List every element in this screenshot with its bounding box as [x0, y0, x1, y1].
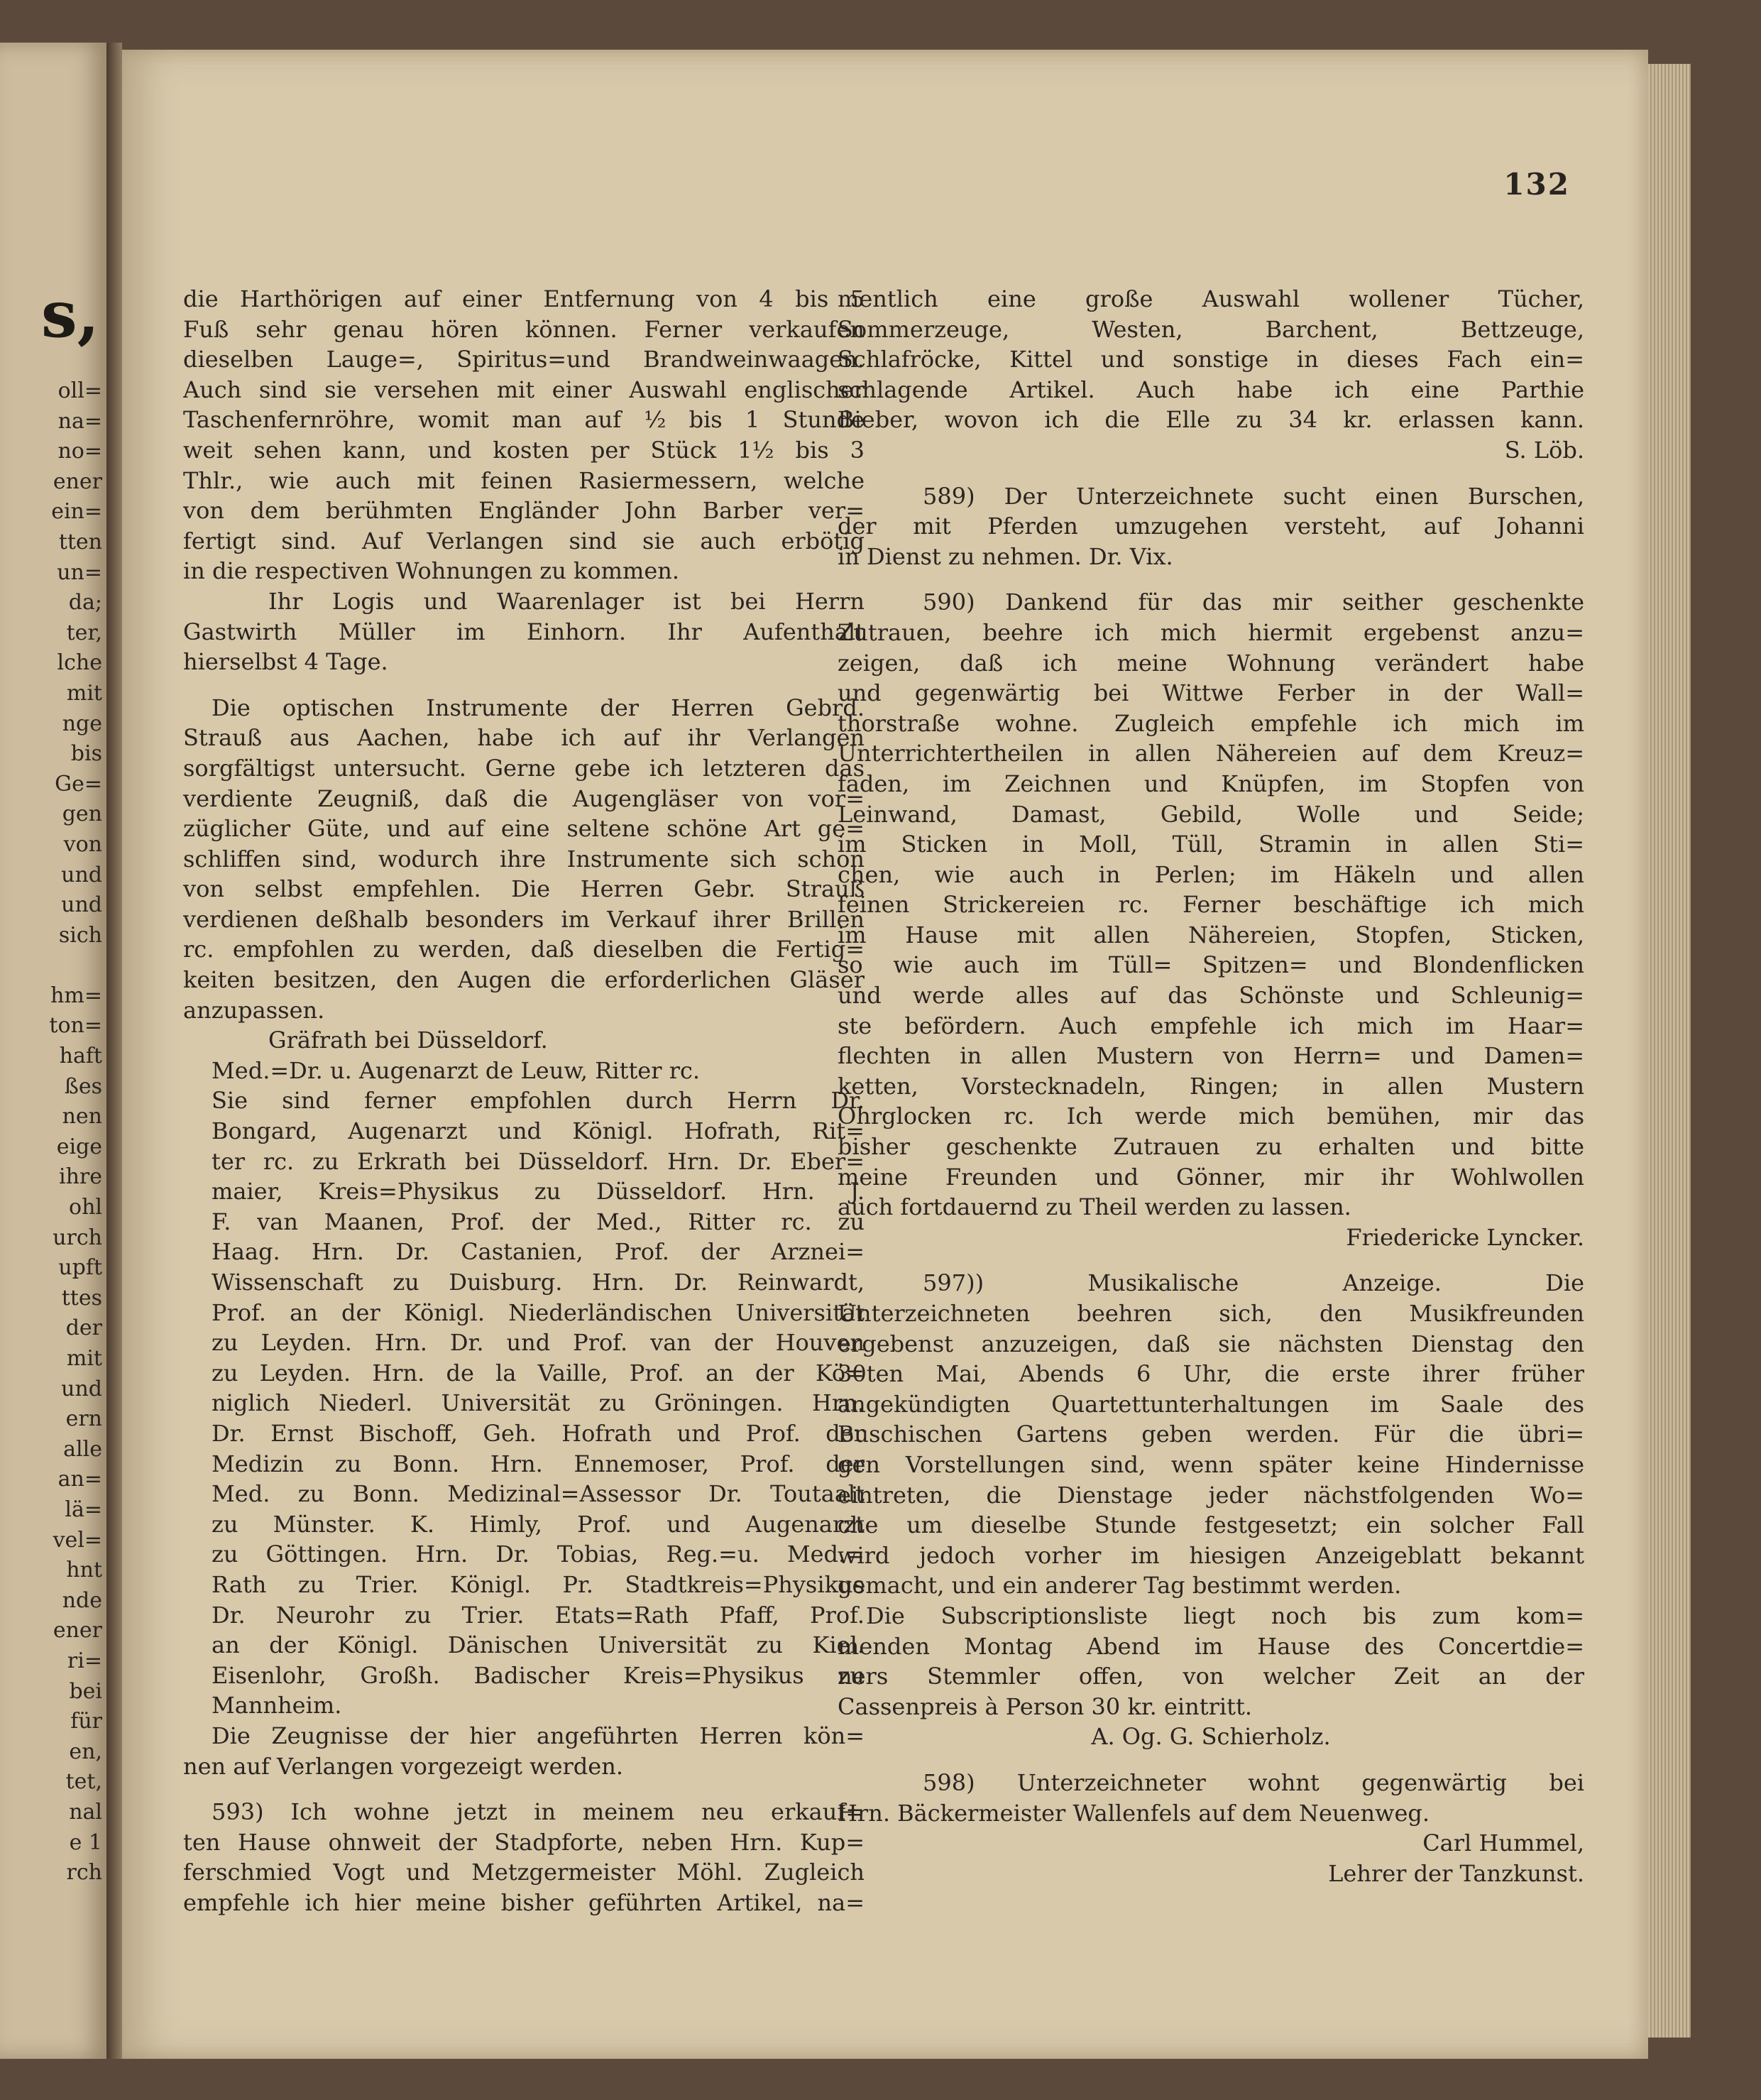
paragraph-gap — [838, 1752, 1584, 1768]
left-fragment-line: ener — [53, 1618, 102, 1644]
left-fragment-line: ri= — [67, 1648, 102, 1673]
left-fragment-line: von — [63, 831, 102, 857]
text-line: Prof. an der Königl. Niederländischen Universität — [212, 1298, 865, 1326]
text-line: zu Leyden. Hrn. de la Vaille, Prof. an der Kö= — [212, 1359, 865, 1387]
paragraph-gap — [183, 1781, 865, 1797]
left-fragment-line: ohl — [69, 1195, 102, 1220]
text-line: Die optischen Instrumente der Herren Gebrd. — [212, 694, 865, 721]
text-line: in die respectiven Wohnungen zu kommen. — [183, 557, 680, 585]
text-line: maier, Kreis=Physikus zu Düsseldorf. Hrn. J. — [212, 1178, 865, 1205]
left-fragment-line: und — [61, 1376, 102, 1401]
text-line: Sie sind ferner empfohlen durch Herrn Dr. — [212, 1087, 865, 1115]
left-fragment-line: en, — [69, 1739, 102, 1764]
left-fragment-line: urch — [53, 1225, 102, 1250]
left-fragment-line: nde — [62, 1587, 102, 1613]
text-line: an der Königl. Dänischen Universität zu Kiel. — [212, 1631, 865, 1659]
text-line: Dr. Neurohr zu Trier. Etats=Rath Pfaff, Prof. — [212, 1601, 865, 1629]
left-fragment-line: bis — [70, 741, 102, 767]
text-line: verdienen deßhalb besonders im Verkauf ihrer Brillen — [183, 905, 865, 933]
text-line: ergebenst anzuzeigen, daß sie nächsten Dienstag den — [838, 1330, 1584, 1357]
left-fragment-line: lä= — [65, 1497, 102, 1522]
text-line: 597)) Musikalische Anzeige. Die — [923, 1269, 1584, 1297]
text-line: Med. zu Bonn. Medizinal=Assessor Dr. Toutaalt — [212, 1480, 865, 1508]
text-line: Gastwirth Müller im Einhorn. Ihr Aufenthalt — [183, 618, 865, 645]
text-line: Hrn. Bäckermeister Wallenfels auf dem Neuenweg. — [838, 1799, 1430, 1827]
text-line: im Sticken in Moll, Tüll, Stramin in allen Sti= — [838, 831, 1584, 858]
text-line: 30ten Mai, Abends 6 Uhr, die erste ihrer früher — [838, 1360, 1584, 1388]
left-fragment-line: na= — [57, 408, 102, 434]
left-fragment-line: vel= — [53, 1527, 102, 1553]
left-fragment-line: der — [65, 1316, 102, 1341]
text-line: Taschenfernröhre, womit man auf ½ bis 1 Stunde — [183, 406, 865, 434]
right-column — [838, 284, 1584, 1888]
left-fragment-line: bei — [69, 1678, 102, 1704]
text-line: fertigt sind. Auf Verlangen sind sie auch erbötig — [183, 527, 865, 554]
text-line: Strauß aus Aachen, habe ich auf ihr Verlangen — [183, 724, 865, 752]
text-line: nen auf Verlangen vorgezeigt werden. — [183, 1752, 623, 1780]
left-fragment-line: ern — [65, 1406, 102, 1432]
text-line: von dem berühmten Engländer John Barber ver= — [183, 497, 865, 525]
text-line: ten Hause ohnweit der Stadpforte, neben Hrn. Kup= — [183, 1828, 865, 1856]
left-fragment-line: lche — [57, 650, 102, 676]
text-line: ste befördern. Auch empfehle ich mich im Haar= — [838, 1012, 1584, 1039]
paragraph-gap — [838, 572, 1584, 587]
text-line: rc. empfohlen zu werden, daß dieselben die Fertig= — [183, 936, 865, 963]
left-fragment-line: da; — [68, 590, 102, 616]
text-line: weit sehen kann, und kosten per Stück 1½ bis 3 — [183, 436, 865, 464]
left-fragment-line: ihre — [58, 1164, 102, 1190]
text-line: und gegenwärtig bei Wittwe Ferber in der Wall= — [838, 679, 1584, 707]
text-line: Carl Hummel, — [1422, 1830, 1584, 1857]
left-fragment-line: gen — [62, 802, 102, 827]
left-fragment-line: und — [61, 892, 102, 918]
text-line: Friedericke Lyncker. — [1346, 1223, 1584, 1251]
left-fragment-line: alle — [63, 1436, 102, 1462]
left-fragment-line: Ge= — [55, 771, 102, 797]
left-fragment-line: nal — [69, 1799, 102, 1825]
text-line: zu Göttingen. Hrn. Dr. Tobias, Reg.=u. Med.= — [212, 1541, 865, 1568]
text-line: Med.=Dr. u. Augenarzt de Leuw, Ritter rc. — [212, 1056, 701, 1084]
text-line: zeigen, daß ich meine Wohnung verändert habe — [838, 649, 1584, 677]
text-line: flechten in allen Mustern von Herrn= und Damen= — [838, 1042, 1584, 1070]
left-fragment-line: un= — [57, 559, 102, 585]
text-line: che um dieselbe Stunde festgesetzt; ein solcher Fall — [838, 1511, 1584, 1539]
text-line: Schlafröcke, Kittel und sonstige in dieses Fach ein= — [838, 346, 1584, 373]
text-line: ketten, Vorstecknadeln, Ringen; in allen Mustern — [838, 1072, 1584, 1100]
left-fragment-line: tten — [58, 529, 102, 554]
text-line: chen, wie auch in Perlen; im Häkeln und allen — [838, 860, 1584, 888]
text-line: Unterrichtertheilen in allen Nähereien auf dem Kreuz= — [838, 740, 1584, 767]
left-fragment-line: tet, — [65, 1769, 102, 1795]
text-line: ners Stemmler offen, von welcher Zeit an der — [838, 1663, 1584, 1690]
text-line: Gräfrath bei Düsseldorf. — [268, 1027, 548, 1054]
book-gutter — [106, 43, 122, 2059]
text-line: in Dienst zu nehmen. Dr. Vix. — [838, 542, 1173, 570]
text-line: verdiente Zeugniß, daß die Augengläser von vor= — [183, 784, 865, 812]
text-line: Zutrauen, beehre ich mich hiermit ergebenst anzu= — [838, 618, 1584, 646]
text-line: im Hause mit allen Nähereien, Stopfen, Sticken, — [838, 921, 1584, 948]
text-line: S. Löb. — [1504, 436, 1584, 464]
text-line: Mannheim. — [212, 1692, 342, 1719]
text-line: züglicher Güte, und auf eine seltene schöne Art ge= — [183, 815, 865, 843]
text-line: Cassenpreis à Person 30 kr. eintritt. — [838, 1692, 1253, 1720]
text-line: Buschischen Gartens geben werden. Für die übri= — [838, 1421, 1584, 1448]
left-fragment-line: an= — [57, 1467, 102, 1492]
text-line: wird jedoch vorher im hiesigen Anzeigeblatt bekannt — [838, 1541, 1584, 1569]
left-column — [183, 284, 865, 1918]
left-page-mark: s, — [40, 277, 99, 352]
text-line: Thlr., wie auch mit feinen Rasiermessern, welche — [183, 466, 865, 494]
text-line: anzupassen. — [183, 996, 325, 1024]
text-line: faden, im Zeichnen und Knüpfen, im Stopfen von — [838, 770, 1584, 797]
text-line: Haag. Hrn. Dr. Castanien, Prof. der Arznei= — [212, 1238, 865, 1266]
left-fragment-line: e 1 — [69, 1830, 102, 1855]
text-line: Bongard, Augenarzt und Königl. Hofrath, Rit= — [212, 1117, 865, 1145]
text-line: gemacht, und ein anderer Tag bestimmt werden. — [838, 1572, 1402, 1599]
left-fragment-line: eige — [56, 1134, 102, 1159]
text-line: sorgfältigst untersucht. Gerne gebe ich letzteren das — [183, 754, 865, 782]
text-line: von selbst empfehlen. Die Herren Gebr. Strauß — [183, 875, 865, 903]
left-page-text — [49, 376, 102, 1888]
text-line: Fuß sehr genau hören können. Ferner verkaufen — [183, 315, 865, 343]
text-line: ter rc. zu Erkrath bei Düsseldorf. Hrn. Dr. Eber= — [212, 1147, 865, 1175]
text-line: und werde alles auf das Schönste und Schleunig= — [838, 982, 1584, 1010]
left-fragment-line: nen — [62, 1104, 102, 1130]
text-line: 593) Ich wohne jetzt in meinem neu erkauf= — [212, 1798, 865, 1826]
text-line: A. Og. G. Schierholz. — [1091, 1723, 1331, 1751]
text-line: auch fortdauernd zu Theil werden zu lassen. — [838, 1193, 1351, 1221]
left-fragment-line: hm= — [50, 983, 102, 1008]
paragraph-gap — [838, 1252, 1584, 1268]
left-fragment-line: ter, — [66, 620, 102, 645]
text-line: Leinwand, Damast, Gebild, Wolle und Seide; — [838, 800, 1584, 828]
text-line: mentlich eine große Auswahl wollener Tücher, — [838, 285, 1584, 312]
text-line: dieselben Lauge=, Spiritus=und Brandweinwaagen. — [183, 346, 865, 373]
text-line: Lehrer der Tanzkunst. — [1328, 1859, 1584, 1887]
paragraph-gap — [183, 677, 865, 693]
text-line: angekündigten Quartettunterhaltungen im Saale des — [838, 1390, 1584, 1418]
left-fragment-line: oll= — [57, 378, 102, 403]
text-line: 589) Der Unterzeichnete sucht einen Burschen, — [923, 482, 1584, 510]
page-edges — [1648, 64, 1691, 2038]
text-line: zu Leyden. Hrn. Dr. und Prof. van der Houven — [212, 1329, 865, 1357]
paragraph-gap — [838, 466, 1584, 481]
text-line: Unterzeichneten beehren sich, den Musikfreunden — [838, 1300, 1584, 1327]
page — [122, 50, 1648, 2059]
left-fragment-line: ton= — [49, 1013, 102, 1039]
left-fragment-line — [49, 951, 102, 981]
text-line: empfehle ich hier meine bisher geführten Artikel, na= — [183, 1888, 865, 1916]
text-line: gen Vorstellungen sind, wenn später keine Hindernisse — [838, 1450, 1584, 1478]
text-line: der mit Pferden umzugehen versteht, auf Johanni — [838, 513, 1584, 540]
text-line: 598) Unterzeichneter wohnt gegenwärtig bei — [923, 1768, 1584, 1796]
left-fragment-line: für — [70, 1709, 102, 1734]
left-page-fragment — [0, 43, 106, 2059]
text-line: thorstraße wohne. Zugleich empfehle ich mich im — [838, 709, 1584, 737]
text-line: Die Zeugnisse der hier angeführten Herren kön= — [212, 1722, 865, 1749]
text-line: Die Subscriptionsliste liegt noch bis zum kom= — [866, 1602, 1584, 1629]
left-fragment-line: ttes — [61, 1285, 102, 1311]
text-line: 590) Dankend für das mir seither geschenkte — [923, 589, 1584, 616]
text-line: Auch sind sie versehen mit einer Auswahl englischer — [183, 376, 865, 403]
text-line: Rath zu Trier. Königl. Pr. Stadtkreis=Physikus — [212, 1570, 865, 1598]
text-line: schlagende Artikel. Auch habe ich eine Parthie — [838, 376, 1584, 403]
text-line: Wissenschaft zu Duisburg. Hrn. Dr. Reinwardt, — [212, 1269, 865, 1296]
text-line: ferschmied Vogt und Metzgermeister Möhl. Zugleich — [183, 1859, 865, 1886]
text-line: die Harthörigen auf einer Entfernung von 4 bis 5 — [183, 285, 865, 312]
text-line: niglich Niederl. Universität zu Gröningen. Hrn. — [212, 1389, 865, 1417]
text-line: bisher geschenkte Zutrauen zu erhalten und bitte — [838, 1133, 1584, 1161]
left-fragment-line: hnt — [66, 1558, 102, 1583]
text-line: Eisenlohr, Großh. Badischer Kreis=Physikus zu — [212, 1661, 865, 1689]
text-line: meine Freunden und Gönner, mir ihr Wohlwollen — [838, 1163, 1584, 1191]
text-line: zu Münster. K. Himly, Prof. und Augenarzt — [212, 1510, 865, 1538]
text-line: eintreten, die Dienstage jeder nächstfolgenden Wo= — [838, 1481, 1584, 1509]
text-line: menden Montag Abend im Hause des Concertdie= — [838, 1632, 1584, 1660]
text-line: feinen Strickereien rc. Ferner beschäftige ich mich — [838, 891, 1584, 919]
left-fragment-line: upft — [58, 1255, 102, 1281]
text-line: keiten besitzen, den Augen die erforderlichen Gläser — [183, 966, 865, 994]
left-fragment-line: und — [61, 862, 102, 887]
text-line: Ohrglocken rc. Ich werde mich bemühen, mir das — [838, 1103, 1584, 1130]
left-fragment-line: mit — [66, 1346, 102, 1371]
left-fragment-line: mit — [66, 680, 102, 706]
left-fragment-line: no= — [57, 439, 102, 464]
text-line: Sommerzeuge, Westen, Barchent, Bettzeuge, — [838, 315, 1584, 343]
text-line: hierselbst 4 Tage. — [183, 648, 388, 676]
left-fragment-line: haft — [59, 1044, 102, 1069]
left-fragment-line: sich — [58, 922, 102, 948]
page-number: 132 — [1503, 167, 1570, 202]
text-line: Ihr Logis und Waarenlager ist bei Herrn — [268, 587, 865, 615]
text-line: so wie auch im Tüll= Spitzen= und Blondenflicken — [838, 951, 1584, 979]
left-fragment-line: rch — [66, 1860, 102, 1886]
left-fragment-line: nge — [62, 711, 102, 736]
text-line: schliffen sind, wodurch ihre Instrumente sich schon — [183, 845, 865, 873]
text-line: Medizin zu Bonn. Hrn. Ennemoser, Prof. der — [212, 1450, 865, 1477]
left-fragment-line: ein= — [51, 499, 102, 525]
text-line: Bieber, wovon ich die Elle zu 34 kr. erlassen kann. — [838, 406, 1584, 434]
text-line: F. van Maanen, Prof. der Med., Ritter rc. zu — [212, 1208, 865, 1235]
left-fragment-line: ßes — [64, 1073, 102, 1099]
text-line: Dr. Ernst Bischoff, Geh. Hofrath und Prof. der — [212, 1419, 865, 1447]
left-fragment-line: ener — [53, 469, 102, 494]
